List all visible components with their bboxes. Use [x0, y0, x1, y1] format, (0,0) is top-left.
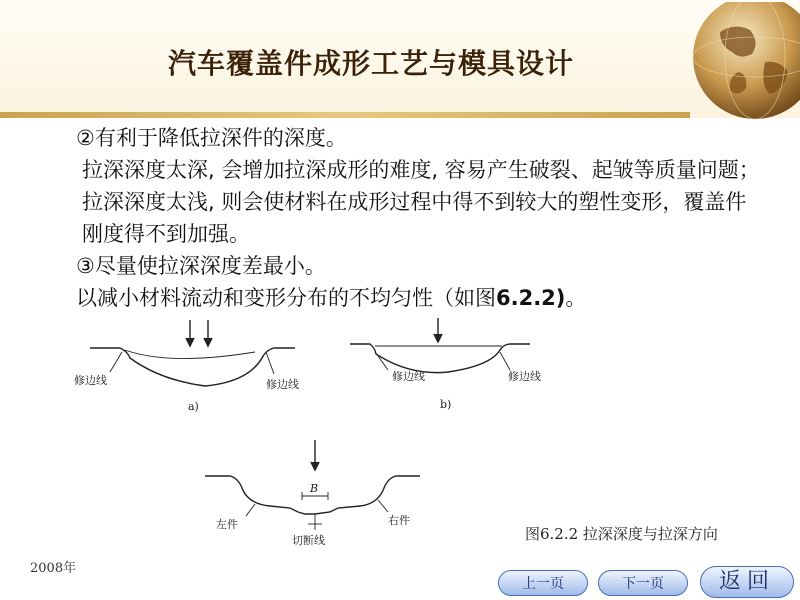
figure-reference: 6.2.2) — [496, 286, 566, 310]
header-divider — [0, 112, 690, 118]
figure-c-dimension-label: B — [310, 482, 319, 495]
figure-a-leader-left — [110, 352, 122, 372]
figure-c-leader-right — [378, 500, 388, 512]
figure-a-label: a) — [188, 400, 199, 413]
figure-c-left-part: 左件 — [216, 518, 238, 531]
figure-a-trim-line-left: 修边线 — [74, 374, 107, 387]
point-2-detail: 拉深深度太深, 会增加拉深成形的难度, 容易产生破裂、起皱等质量问题；拉深深度太浅, 则会使材料在成形过程中得不到较大的塑性变形，覆盖件刚度得不到加强。 — [82, 158, 760, 246]
figure-a-trim-line-right: 修边线 — [266, 378, 299, 391]
slide-title: 汽车覆盖件成形工艺与模具设计 — [168, 47, 575, 80]
point-2: ②有利于降低拉深件的深度。 — [76, 126, 347, 150]
figure-c-leader-left — [246, 504, 255, 516]
figure-c-cut-line-label: 切断线 — [292, 534, 325, 547]
point-3: ③尽量使拉深深度差最小。 — [76, 254, 326, 278]
point-3-end: 。 — [565, 286, 587, 310]
point-3-text: 以减小材料流动和变形分布的不均匀性（如图 — [76, 286, 496, 310]
next-page-button[interactable]: 下一页 — [598, 570, 688, 596]
footer-year: 2008年 — [30, 561, 77, 576]
figure-b-leader-right — [500, 352, 510, 370]
slide-body — [76, 122, 766, 314]
figure-c-right-part: 右件 — [388, 514, 410, 527]
point-3-detail — [76, 282, 766, 314]
figure-caption: 图6.2.2 拉深深度与拉深方向 — [525, 525, 718, 543]
figure-b-label: b) — [440, 398, 452, 411]
slide-header — [0, 0, 800, 118]
return-button[interactable]: 返回 — [700, 566, 794, 598]
diagram-figure — [70, 318, 790, 553]
previous-page-button[interactable]: 上一页 — [498, 570, 588, 596]
figure-b-trim-line-left: 修边线 — [392, 370, 425, 383]
globe-icon — [680, 2, 800, 122]
figure-a-leader-right — [266, 352, 274, 374]
figure-a-die-line — [125, 350, 255, 359]
figure-b-trim-line-right: 修边线 — [508, 370, 541, 383]
